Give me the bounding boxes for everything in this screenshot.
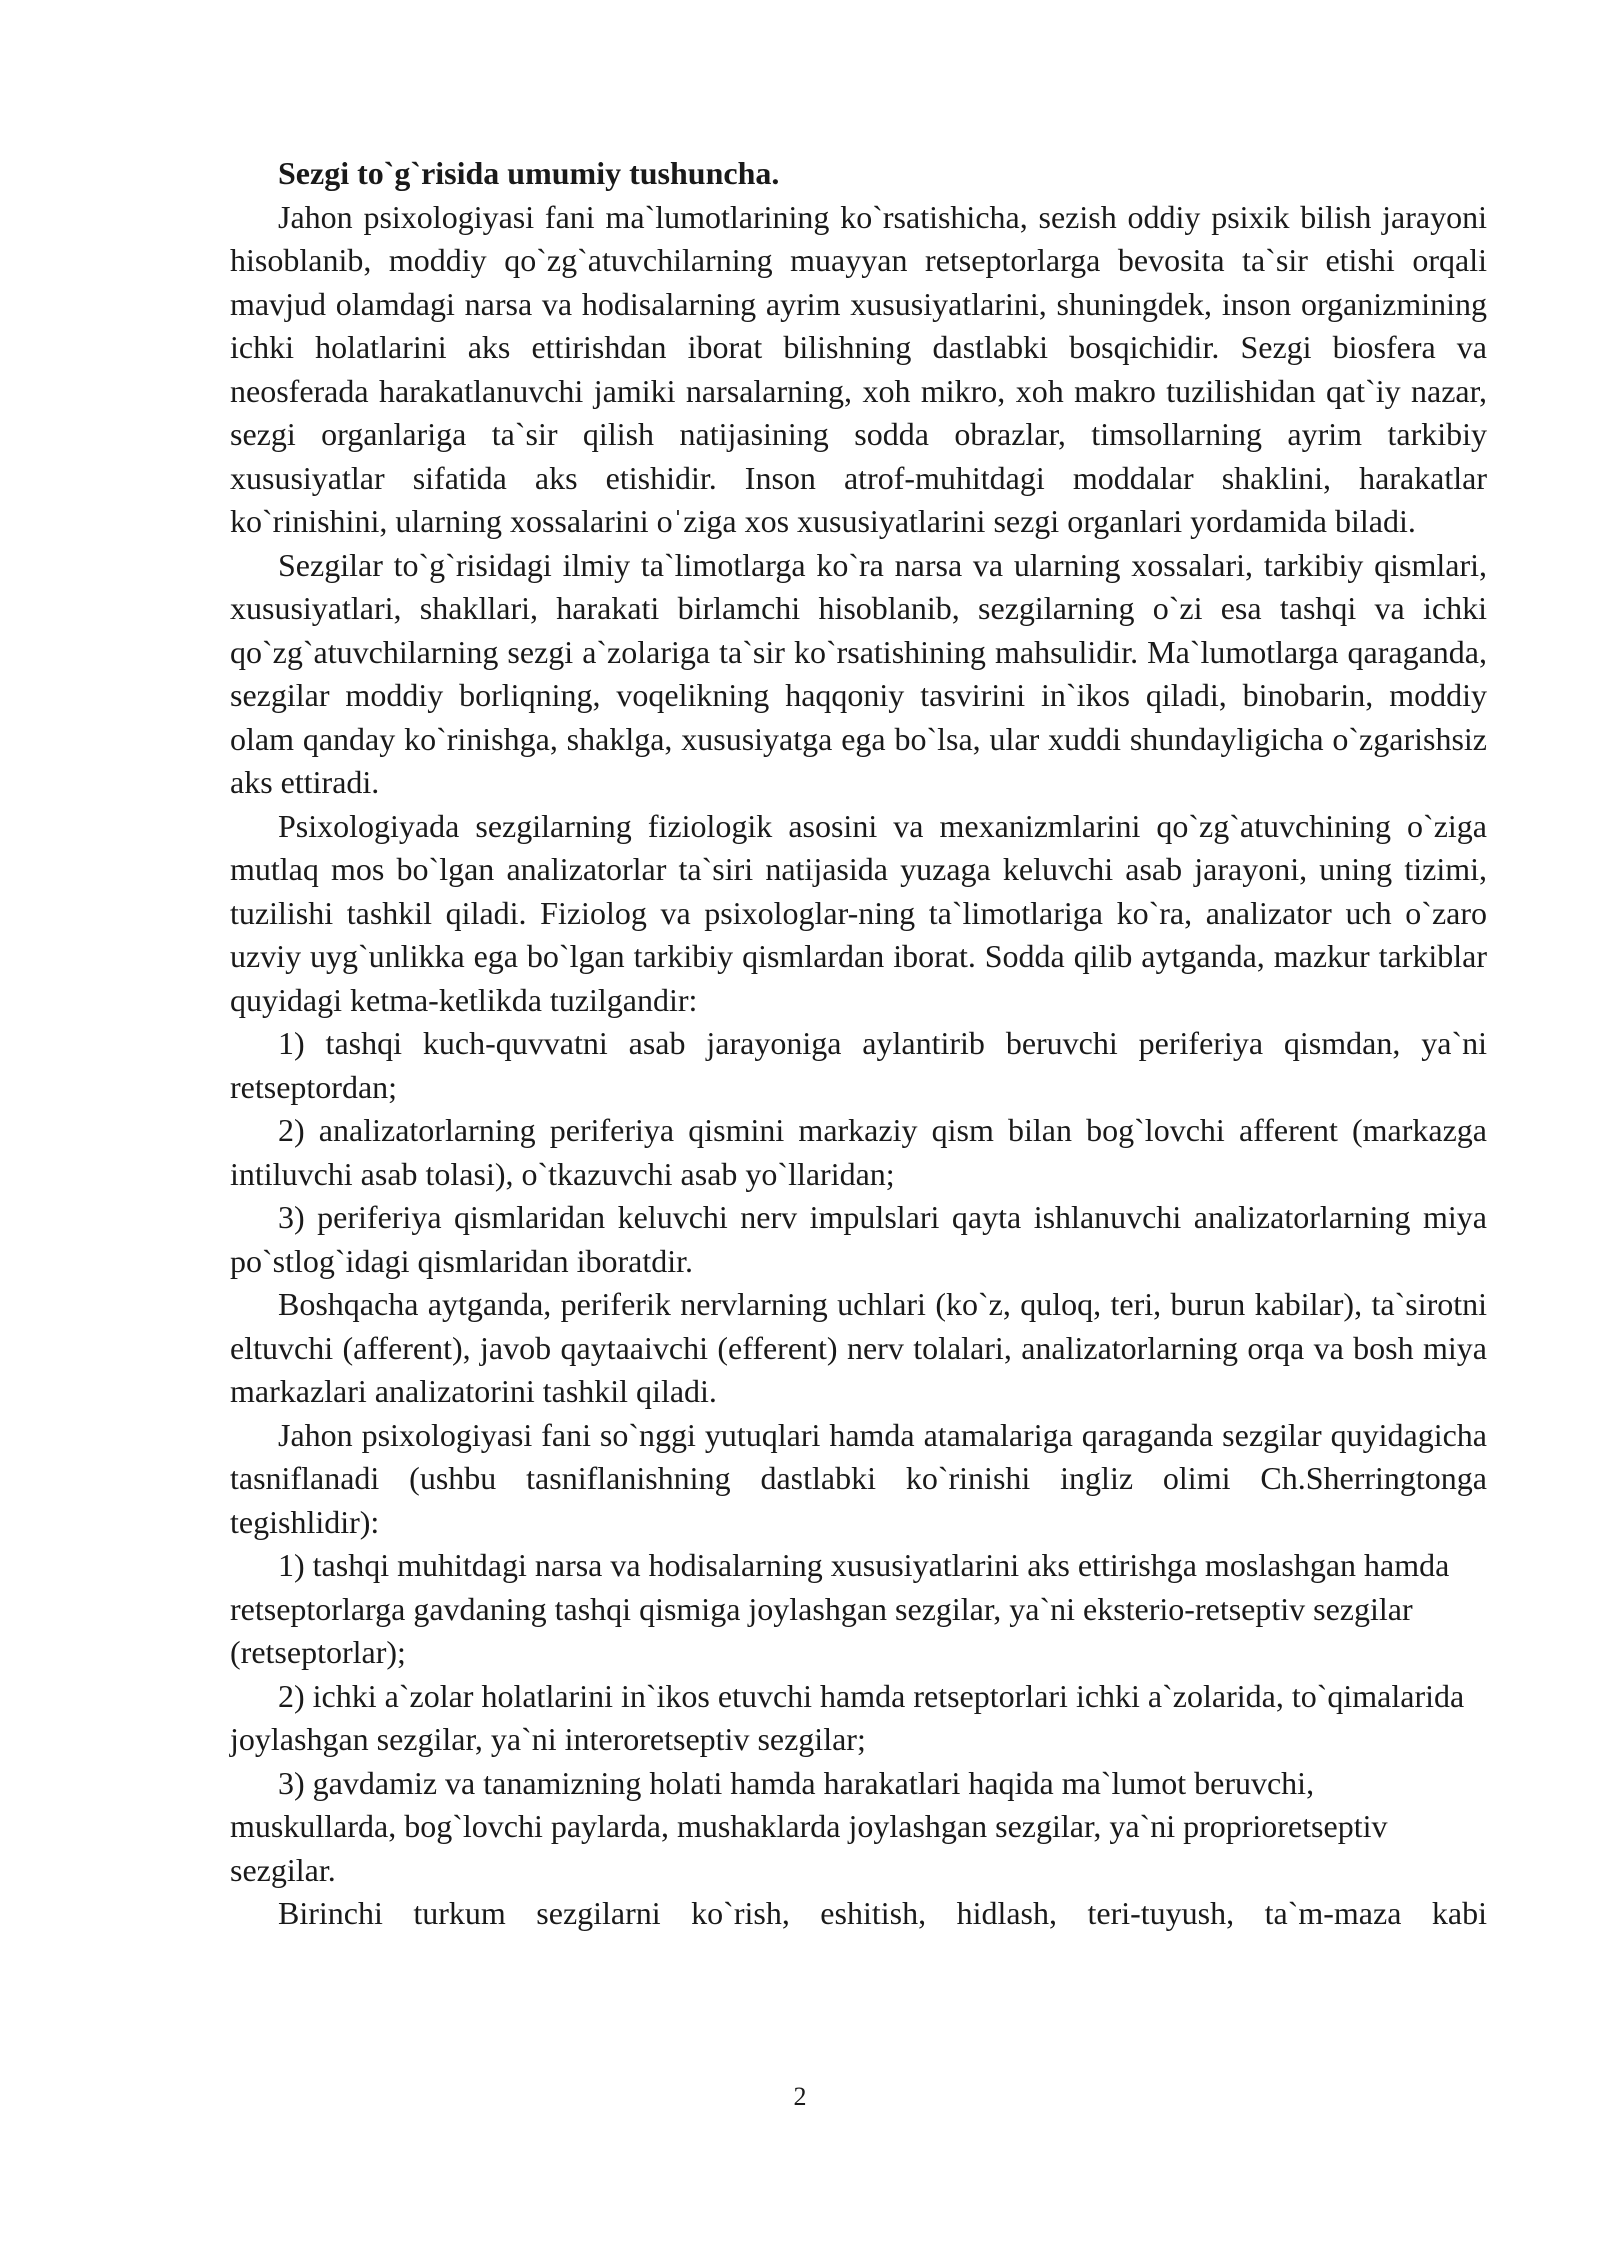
list-item-2: 2) analizatorlarning periferiya qismini markaziy qism bilan bog`lovchi afferent (markazga intiluvchi asab tolasi), o`tkazuvchi asab yo`llaridan; [230,1112,1487,1192]
paragraph-2: Sezgilar to`g`risidagi ilmiy ta`limotlarga ko`ra narsa va ularning xossalari, tarkibiy qismlari, xususiyatlari, shakllari, harakati birlamchi hisoblanib, sezgilarning o`zi esa tashqi va ichki qo`zg`atuvchilarning sezgi a`zolariga ta`sir ko`rsatishining mahsulidir. Ma`lumotlarga qaraganda, sezgilar moddiy borliqning, voqelikning haqqoniy tasvirini in`ikos qiladi, binobarin, moddiy olam qanday ko`rinishga, shaklga, xususiyatga ega bo`lsa, ular xuddi shundayligicha o`zgarishsiz aks ettiradi. [230,546,1487,800]
paragraph-1: Jahon psixologiyasi fani ma`lumotlarining ko`rsatishicha, sezish oddiy psixik bilish jarayoni hisoblanib, moddiy qo`zg`atuvchilarning muayyan retseptorlarga bevosita ta`sir etishi orqali mavjud olamdagi narsa va hodisalarning ayrim xususiyatlarini, shuningdek, inson organizmining ichki holatlarini aks ettirishdan iborat bilishning dastlabki bosqichidir. Sezgi biosfera va neosferada harakatlanuvchi jamiki narsalarning, xoh mikro, xoh makro tuzilishidan qat`iy nazar, sezgi organlariga ta`sir qilish natijasining sodda obrazlar, timsollarning ayrim tarkibiy xususiyatlar sifatida aks etishidir. Inson atrof-muhitdagi moddalar shaklini, harakatlar ko`rinishini, ularning xossalarini oˈziga xos xususiyatlarini sezgi organlari yordamida biladi. [230,198,1487,539]
paragraph-4: Boshqacha aytganda, periferik nervlarning uchlari (ko`z, quloq, teri, burun kabilar), ta`sirotni eltuvchi (afferent), javob qaytaaivchi (efferent) nerv tolalari, analizatorlarning orqa va bosh miya markazlari analizatorini tashkil qiladi. [230,1286,1487,1409]
classification-item-2: 2) ichki a`zolar holatlarini in`ikos etuvchi hamda retseptorlari ichki a`zolarida, to`qimalarida joylashgan sezgilar, ya`ni interoretseptiv sezgilar; [230,1677,1465,1757]
classification-item-3: 3) gavdamiz va tanamizning holati hamda harakatlari haqida ma`lumot beruvchi, muskullarda, bog`lovchi paylarda, mushaklarda joylashgan sezgilar, ya`ni proprioretseptiv sezgilar. [230,1764,1388,1888]
list-item-3: 3) periferiya qismlaridan keluvchi nerv impulslari qayta ishlanuvchi analizatorlarning miya po`stlog`idagi qismlaridan iboratdir. [230,1199,1487,1279]
page-number: 2 [793,2082,807,2111]
list-item-1: 1) tashqi kuch-quvvatni asab jarayoniga aylantirib beruvchi periferiya qismdan, ya`ni retseptordan; [230,1025,1487,1105]
paragraph-6: Birinchi turkum sezgilarni ko`rish, eshitish, hidlash, teri-tuyush, ta`m-maza kabi [278,1895,1487,1931]
paragraph-3: Psixologiyada sezgilarning fiziologik asosini va mexanizmlarini qo`zg`atuvchining o`ziga mutlaq mos bo`lgan analizatorlar ta`siri natijasida yuzaga keluvchi asab jarayoni, uning tizimi, tuzilishi tashkil qiladi. Fiziolog va psixologlar-ning ta`limotlariga ko`ra, analizator uch o`zaro uzviy uyg`unlikka ega bo`lgan tarkibiy qismlardan iborat. Sodda qilib aytganda, mazkur tarkiblar quyidagi ketma-ketlikda tuzilgandir: [230,807,1487,1018]
classification-item-1: 1) tashqi muhitdagi narsa va hodisalarning xususiyatlarini aks ettirishga moslashgan hamda retseptorlarga gavdaning tashqi qismiga joylashgan sezgilar, ya`ni eksterio-retseptiv sezgilar (retseptorlar); [230,1547,1450,1670]
paragraph-5: Jahon psixologiyasi fani so`nggi yutuqlari hamda atamalariga qaraganda sezgilar quyidagicha tasniflanadi (ushbu tasniflanishning dastlabki ko`rinishi ingliz olimi Ch.Sherringtonga tegishlidir): [230,1416,1487,1540]
document-page [230,152,1487,2152]
section-heading: Sezgi to`g`risida umumiy tushuncha. [278,155,780,191]
